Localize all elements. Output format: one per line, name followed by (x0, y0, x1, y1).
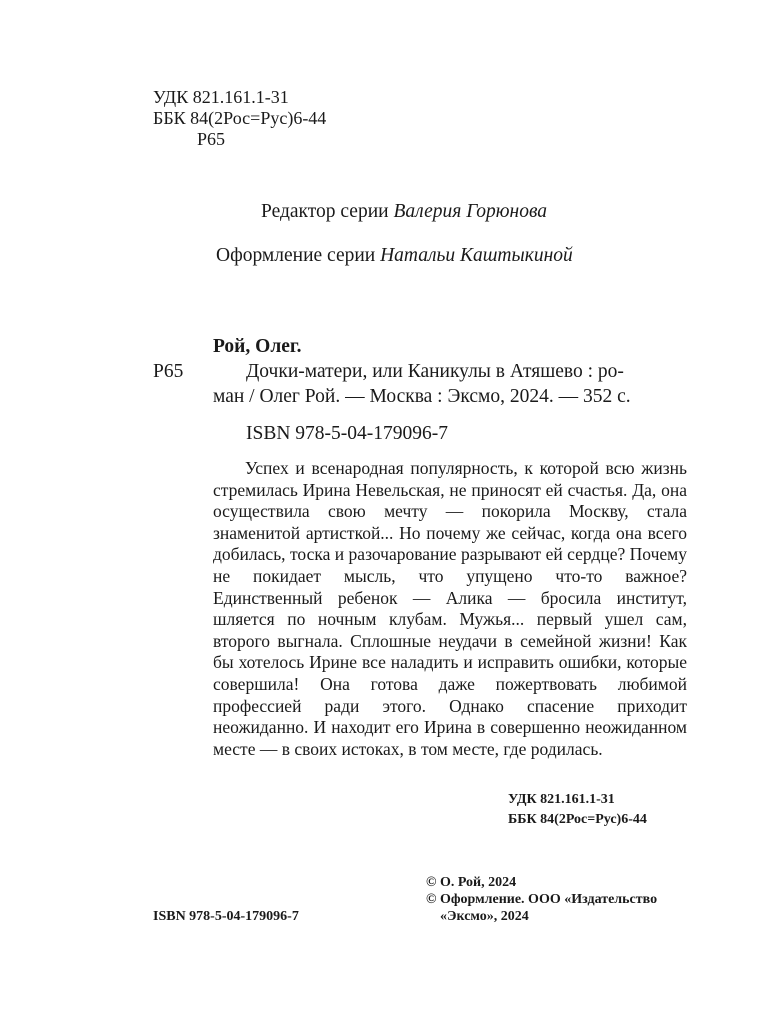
design-label: Оформление серии (216, 245, 376, 266)
title-line-2: ман / Олег Рой. — Москва : Эксмо, 2024. — 352 с. (213, 386, 631, 407)
header-bbk: ББК 84(2Рос=Рус)6-44 (153, 108, 327, 128)
editor-credit (261, 200, 547, 224)
copyright-design-line-2: «Эксмо», 2024 (440, 909, 529, 924)
author-heading: Рой, Олег. (213, 336, 302, 357)
title-line-1: Дочки-матери, или Каникулы в Атяшево : ро- (246, 361, 624, 382)
design-name: Натальи Каштыкиной (380, 245, 573, 266)
design-credit (216, 244, 573, 268)
classification-bbk: ББК 84(2Рос=Рус)6-44 (508, 812, 647, 827)
copyright-design-line-1: © Оформление. ООО «Издательство (426, 892, 658, 907)
header-udk: УДК 821.161.1-31 (153, 87, 289, 107)
biblio-isbn: ISBN 978-5-04-179096-7 (246, 423, 449, 444)
annotation-text: Успех и всенародная популярность, к которой всю жизнь стремилась Ирина Невельская, не приносят ей счастья. Да, она осуществила свою мечту — покорила Москву, стала знаменитой артисткой... Но почему же сейчас, когда она всего добилась, тоска и разочарование разрывают ей сердце? Почему не покидает мысль, что упущено что-то важное? Единственный ребенок — Алика — бросила институт, шляется по ночным клубам. Мужья... первый ушел сам, второго выгнала. Сплошные неудачи в семейной жизни! Как бы хотелось Ирине все наладить и исправить ошибки, которые совершила! Она готова даже пожертвовать любимой профессией ради этого. Однако спасение приходит неожиданно. И находит его Ирина в совершенно неожиданном месте — в своих истоках, в том месте, где родилась. (213, 458, 687, 759)
editor-label: Редактор серии (261, 201, 389, 222)
biblio-author-mark: Р65 (153, 361, 184, 382)
editor-name: Валерия Горюнова (393, 201, 548, 222)
classification-udk: УДК 821.161.1-31 (508, 792, 615, 807)
header-author-mark: Р65 (197, 129, 226, 149)
footer-isbn: ISBN 978-5-04-179096-7 (153, 909, 299, 924)
copyright-author: © О. Рой, 2024 (426, 875, 517, 890)
